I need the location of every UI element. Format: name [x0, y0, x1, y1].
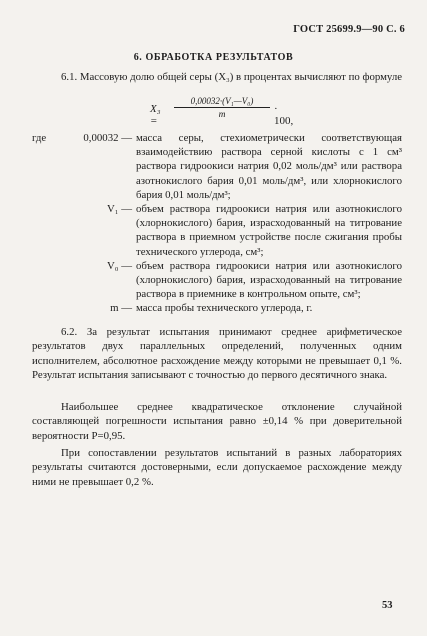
- definition-text: объем раствора гидроокиси натрия или азотнокислого (хлорнокислого) бария, израсходованный на титрование раствора в приемном устройстве после сжигания пробы технического углерода, см³;: [136, 203, 402, 258]
- section-title: 6. ОБРАБОТКА РЕЗУЛЬТАТОВ: [133, 52, 294, 63]
- formula-fraction: [174, 96, 270, 120]
- definition-item: [32, 301, 402, 315]
- definition-text: объем раствора гидроокиси натрия или азотнокислого (хлорнокислого) бария, израсходованный на титрование раствора в приемнике в контрольном опыте, см³;: [136, 259, 402, 301]
- where-word: где: [32, 132, 47, 144]
- paragraph-6-2: 6.2. За результат испытания принимают среднее арифметическое результатов двух параллельных определений, полученных одним исполнителем, абсолютное расхождение между которыми не превышает 0,1 %. Результат испытания записывают с точностью до первого десятичного знака.: [32, 326, 402, 382]
- definition-symbol: 0,00032 —: [83, 132, 132, 144]
- page-header: ГОСТ 25699.9—90 С. 6: [293, 24, 405, 35]
- definitions-list: [32, 131, 402, 316]
- definition-item: [32, 202, 402, 259]
- page-number: 53: [382, 600, 393, 611]
- definition-item: [32, 259, 402, 302]
- paragraph-deviation: Наибольшее среднее квадратическое отклонение случайной составляющей погрешности испытания равно ±0,14 % при доверительной вероятности P=0,95.: [32, 401, 402, 442]
- formula-tail: · 100,: [274, 103, 294, 127]
- definition-item: [32, 131, 402, 202]
- definition-symbol: V₁ —: [106, 203, 132, 216]
- definition-symbol: m —: [110, 302, 132, 315]
- paragraph-6-1: 6.1. Массовую долю общей серы (X₃) в процентах вычисляют по формуле: [61, 71, 403, 83]
- formula-numerator: 0,00032·(V₁—V₀): [174, 96, 270, 108]
- definition-symbol: V₀ —: [106, 259, 132, 272]
- paragraph-labs: При сопоставлении результатов испытаний в разных лабораториях результаты считаются достоверными, если допускаемое расхождение между ними не превышает 0,2 %.: [32, 447, 402, 488]
- formula-denominator: m: [218, 110, 226, 120]
- definition-text: масса серы, стехиометрически соответствующая взаимодействию раствора серной кислоты с 1 см³ раствора гидроокиси натрия 0,02 моль/дм³ или раствора азотнокислого бария 0,01 моль/дм³, или хлорнокислого бария 0,01 моль/дм³;: [136, 132, 402, 201]
- formula-lhs: X₃ =: [150, 103, 161, 127]
- definition-text: масса пробы технического углерода, г.: [136, 302, 313, 315]
